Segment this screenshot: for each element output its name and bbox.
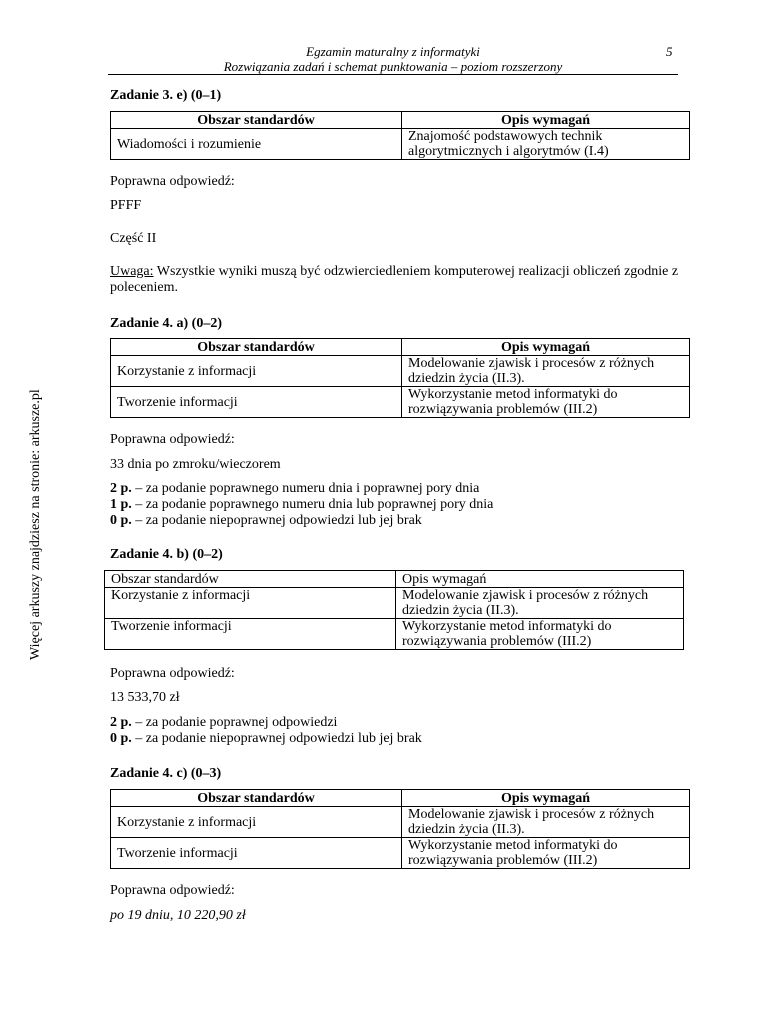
table-header-area: Obszar standardów (105, 571, 396, 588)
table-row (111, 129, 690, 160)
table-header-desc: Opis wymagań (402, 112, 690, 129)
task-4b-table (104, 570, 684, 650)
task-4c-answer: po 19 dniu, 10 220,90 zł (110, 908, 246, 923)
sidebar-watermark-text: Więcej arkuszy znajdziesz na stronie: arkusze.pl (28, 389, 43, 660)
task-3e-answer-label: Poprawna odpowiedź: (110, 174, 235, 189)
header-subtitle: Rozwiązania zadań i schemat punktowania – poziom rozszerzony (223, 59, 563, 74)
table-cell-area: Wiadomości i rozumienie (111, 129, 402, 160)
task-4b-answer-label: Poprawna odpowiedź: (110, 666, 235, 681)
table-row (105, 588, 684, 619)
task-4c-table (110, 789, 690, 869)
table-header-row (105, 571, 684, 588)
task-4a-answer: 33 dnia po zmroku/wieczorem (110, 457, 281, 472)
table-header-row (111, 112, 690, 129)
task-4a-table (110, 338, 690, 418)
page-header (108, 44, 678, 74)
task-3e-table (110, 111, 690, 160)
table-row (105, 619, 684, 650)
header-divider (108, 74, 678, 75)
table-cell-desc: Wykorzystanie metod informatyki do rozwiązywania problemów (III.2) (402, 838, 690, 869)
table-header-area: Obszar standardów (111, 790, 402, 807)
note-text: Wszystkie wyniki muszą być odzwierciedleniem komputerowej realizacji obliczeń zgodnie z poleceniem. (110, 264, 679, 295)
table-header-desc: Opis wymagań (402, 339, 690, 356)
table-header-row (111, 339, 690, 356)
table-cell-desc: Wykorzystanie metod informatyki do rozwiązywania problemów (III.2) (396, 619, 684, 650)
scoring-line: 0 p. – za podanie niepoprawnej odpowiedzi lub jej brak (110, 513, 422, 528)
scoring-line: 2 p. – za podanie poprawnej odpowiedzi (110, 715, 338, 730)
table-cell-area: Korzystanie z informacji (111, 807, 402, 838)
table-cell-desc: Modelowanie zjawisk i procesów z różnych dziedzin życia (II.3). (402, 356, 690, 387)
table-cell-area: Korzystanie z informacji (105, 588, 396, 619)
part-2-title: Część II (110, 231, 157, 246)
task-4c-answer-label: Poprawna odpowiedź: (110, 883, 235, 898)
table-header-desc: Opis wymagań (396, 571, 684, 588)
table-header-row (111, 790, 690, 807)
task-4b-scoring (110, 715, 422, 747)
task-4a-scoring (110, 481, 493, 529)
scoring-line: 2 p. – za podanie poprawnego numeru dnia i poprawnej pory dnia (110, 481, 480, 496)
table-cell-area: Tworzenie informacji (111, 387, 402, 418)
page-number: 5 (666, 44, 673, 59)
table-cell-area: Korzystanie z informacji (111, 356, 402, 387)
table-cell-desc: Modelowanie zjawisk i procesów z różnych dziedzin życia (II.3). (402, 807, 690, 838)
task-4c-heading: Zadanie 4. c) (0–3) (110, 766, 222, 781)
task-4a-heading: Zadanie 4. a) (0–2) (110, 316, 222, 331)
table-cell-area: Tworzenie informacji (105, 619, 396, 650)
table-cell-desc: Znajomość podstawowych technik algorytmicznych i algorytmów (I.4) (402, 129, 690, 160)
table-header-area: Obszar standardów (111, 339, 402, 356)
task-4b-heading: Zadanie 4. b) (0–2) (110, 547, 223, 562)
task-4b-answer: 13 533,70 zł (110, 690, 180, 705)
task-3e-heading: Zadanie 3. e) (0–1) (110, 88, 222, 103)
table-row (111, 838, 690, 869)
header-exam-title: Egzamin maturalny z informatyki (306, 44, 480, 59)
table-cell-desc: Wykorzystanie metod informatyki do rozwiązywania problemów (III.2) (402, 387, 690, 418)
table-header-desc: Opis wymagań (402, 790, 690, 807)
table-row (111, 807, 690, 838)
scoring-line: 0 p. – za podanie niepoprawnej odpowiedzi lub jej brak (110, 731, 422, 746)
table-cell-desc: Modelowanie zjawisk i procesów z różnych dziedzin życia (II.3). (396, 588, 684, 619)
table-row (111, 387, 690, 418)
part-2-note (110, 264, 680, 296)
table-cell-area: Tworzenie informacji (111, 838, 402, 869)
table-header-area: Obszar standardów (111, 112, 402, 129)
scoring-line: 1 p. – za podanie poprawnego numeru dnia lub poprawnej pory dnia (110, 497, 494, 512)
table-row (111, 356, 690, 387)
task-3e-answer: PFFF (110, 198, 142, 213)
task-4a-answer-label: Poprawna odpowiedź: (110, 432, 235, 447)
note-label: Uwaga: (110, 264, 154, 279)
